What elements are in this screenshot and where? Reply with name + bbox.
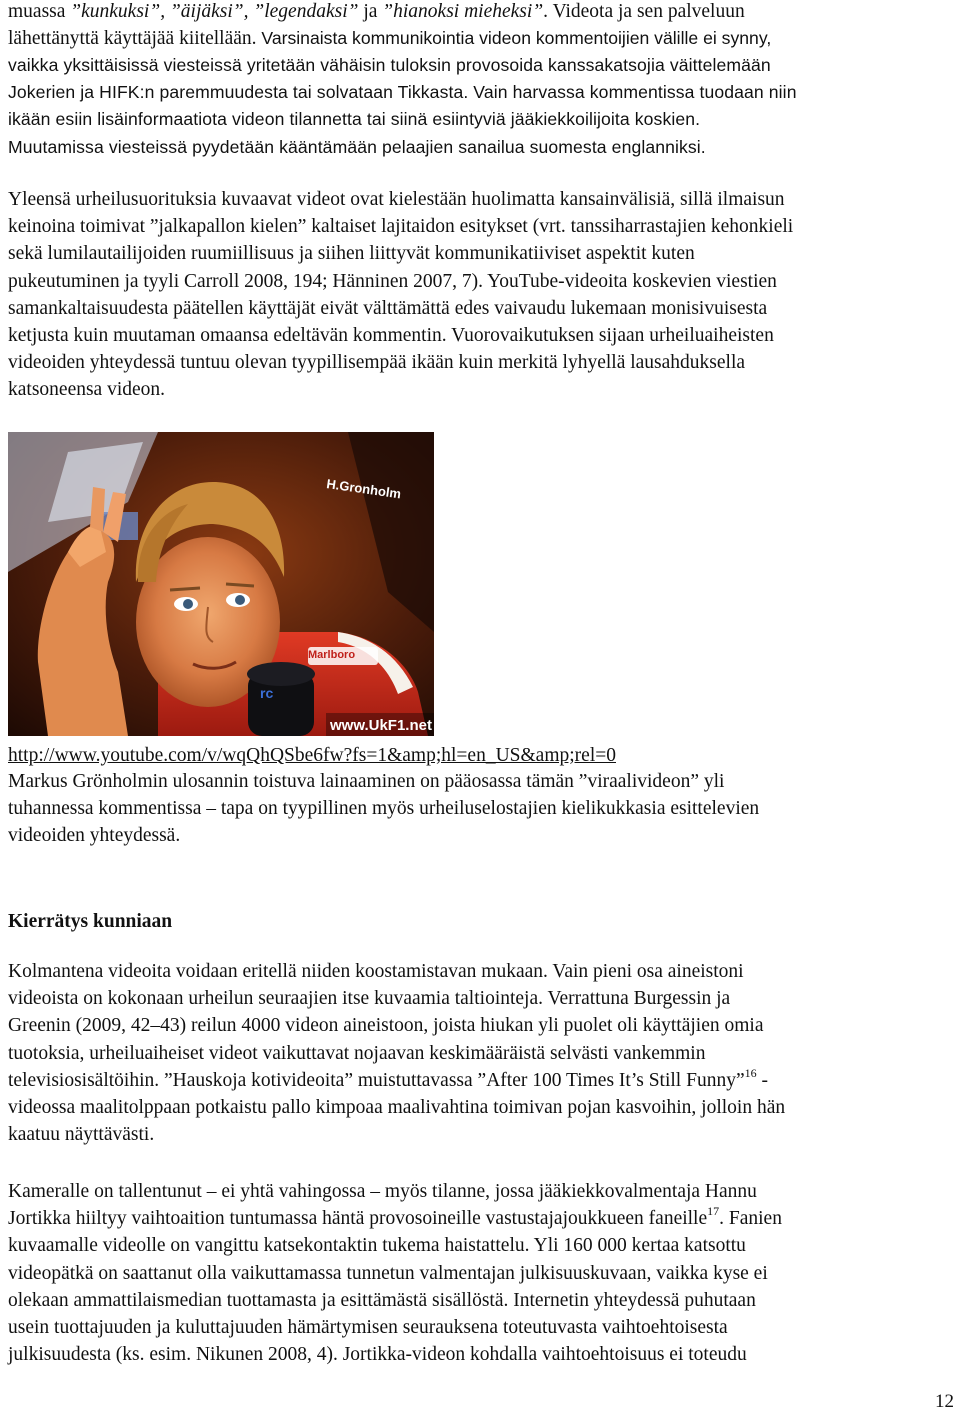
- text-line: katsoneensa videon.: [8, 379, 166, 401]
- text-line: usein tuottajuuden ja kuluttajuuden hämärtymisen seurauksena toteutuvasta vaihtoehtoisesta: [8, 1317, 728, 1339]
- text-span: -: [756, 1069, 768, 1091]
- text-line: [8, 1067, 956, 1094]
- paragraph-comments-intro: [8, 0, 956, 52]
- text-line: pukeutuminen ja tyyli Carroll 2008, 194; Hänninen 2007, 7). YouTube-videoita koskevien viestien: [8, 270, 777, 292]
- text-line: videoiden yhteydessä tuntuu olevan tyypillisempää ikään kuin merkitä lyhyellä lausahduksella: [8, 352, 746, 374]
- italic-quotes: ”kunkuksi”, ”äijäksi”, ”legendaksi”: [70, 1, 359, 22]
- text-line: tuhannessa kommentissa – tapa on tyypillinen myös urheiluselostajien kielikukkasia esittelevien: [8, 798, 760, 820]
- text-span: . Videota ja sen palveluun: [543, 1, 745, 22]
- paragraph-jortikka: [8, 1178, 956, 1368]
- paragraph-compilation: [8, 958, 956, 1148]
- text-line: [8, 0, 956, 25]
- text-span: ja: [358, 1, 383, 22]
- helmet-name-text: H.Gronholm: [325, 476, 403, 502]
- text-line: videossa maalitolppaan potkaistu pallo kimpoaa maalivahtina toimivan pojan kasvoihin, jolloin hän: [8, 1097, 786, 1119]
- text-line: Muutamissa viesteissä pyydetään kääntämään pelaajien sanailua suomesta englanniksi.: [8, 136, 706, 157]
- video-still-image: [8, 432, 434, 736]
- video-link[interactable]: http://www.youtube.com/v/wqQhQSbe6fw?fs=1&amp;hl=en_US&amp;rel=0: [8, 745, 616, 766]
- text-line: ketjusta kuin muutaman omaansa edeltävän kommentin. Vuorovaikutuksen sijaan urheiluaiheisten: [8, 325, 774, 347]
- text-span: muassa: [8, 1, 71, 22]
- section-heading: Kierrätys kunniaan: [8, 911, 173, 932]
- italic-quote: ”hianoksi mieheksi”: [382, 1, 544, 22]
- text-span: Varsinaista kommunikointia videon kommentoijien välille ei synny,: [256, 28, 772, 49]
- text-span: lähettänyttä käyttäjää kiitellään.: [8, 28, 257, 50]
- text-line: [8, 1205, 956, 1232]
- text-line: kaatuu näyttävästi.: [8, 1124, 155, 1146]
- text-line: videoista on kokonaan urheilun seuraajien itse kuvaamia taltiointeja. Verrattuna Burgessin ja: [8, 988, 731, 1010]
- text-line: Kolmantena videoita voidaan eritellä niiden koostamistavan mukaan. Vain pieni osa aineistoni: [8, 961, 744, 982]
- figure-caption: [8, 768, 956, 850]
- text-line: videoiden yhteydessä.: [8, 825, 181, 847]
- page-number: 12: [935, 1391, 954, 1412]
- paragraph-sports-videos: [8, 186, 956, 404]
- text-line: ikään esiin lisäinformaatiota videon tilannetta tai siinä esiintyviä jääkiekkoilijoita koskien.: [8, 109, 701, 130]
- footnote-ref-17: 17: [707, 1204, 720, 1219]
- text-line: Greenin (2009, 42–43) reilun 4000 videon aineistoon, joista hiukan yli puolet oli käyttäjien omia: [8, 1015, 764, 1037]
- driver-photo: [8, 432, 434, 736]
- text-line: tuotoksia, urheiluaiheiset videot vaikuttavat nojaavan keskimääräistä selvästi vankemmin: [8, 1042, 706, 1064]
- text-line: olekaan ammattilaismedian tuottamasta ja esittämästä sisällöstä. Internetin yhteydessä puhutaan: [8, 1289, 756, 1311]
- text-line: Yleensä urheilusuorituksia kuvaavat videot ovat kielestään huolimatta kansainvälisiä, sillä ilmaisun: [8, 189, 785, 210]
- suit-sponsor-text: Marlboro: [308, 649, 356, 661]
- text-line: sekä lumilautailijoiden ruumiillisuus ja siihen liittyvät kommunikatiiviset aspektit kuten: [8, 243, 695, 265]
- text-line: julkisuudesta (ks. esim. Nikunen 2008, 4). Jortikka-videon kohdalla vaihtoehtoisuus ei toteudu: [8, 1344, 747, 1366]
- text-line: Jokerien ja HIFK:n paremmuudesta tai solvataan Tikkasta. Vain harvassa kommentissa tuodaan niin: [8, 82, 797, 103]
- text-line: kuvaamalle videolle on vangittu katsekontaktin tukema haistattelu. Yli 160 000 kertaa katsottu: [8, 1235, 746, 1257]
- text-line: videopätkä on saattanut olla vaikuttamassa tunnetun valmentajan julkisuuskuvaan, vaikka kyse ei: [8, 1262, 768, 1284]
- text-span: . Fanien: [719, 1208, 782, 1230]
- text-line: [8, 25, 956, 52]
- text-line: Kameralle on tallentunut – ei yhtä vahingossa – myös tilanne, jossa jääkiekkovalmentaja Hannu: [8, 1181, 757, 1202]
- text-span: televisiosisältöihin. ”Hauskoja kotivideoita” muistuttavassa ”After 100 Times It’s Still Funny”: [8, 1069, 745, 1091]
- text-line: keinoina toimivat ”jalkapallon kielen” kaltaiset lajitaidon esitykset (vrt. tanssiharrastajien kehonkieli: [8, 216, 794, 238]
- footnote-ref-16: 16: [744, 1065, 757, 1080]
- text-line: samankaltaisuudesta päätellen käyttäjät eivät välttämättä edes vaivaudu lukemaan monisivuisesta: [8, 297, 768, 319]
- watermark-text: www.UkF1.net: [330, 717, 432, 734]
- paragraph-comments-detail: [8, 52, 956, 161]
- text-line: Markus Grönholmin ulosannin toistuva lainaaminen on pääosassa tämän ”viraalivideon” yli: [8, 771, 725, 792]
- microphone-logo-text: rc: [260, 685, 274, 701]
- text-line: vaikka yksittäisissä viesteissä yritetään vähäisin tuloksin provosoida kanssakatsojia väittelemään: [8, 55, 771, 75]
- text-span: Jortikka hiiltyy vaihtoaition tuntumassa häntä provosoineille vastustajajoukkueen faneille: [8, 1208, 708, 1230]
